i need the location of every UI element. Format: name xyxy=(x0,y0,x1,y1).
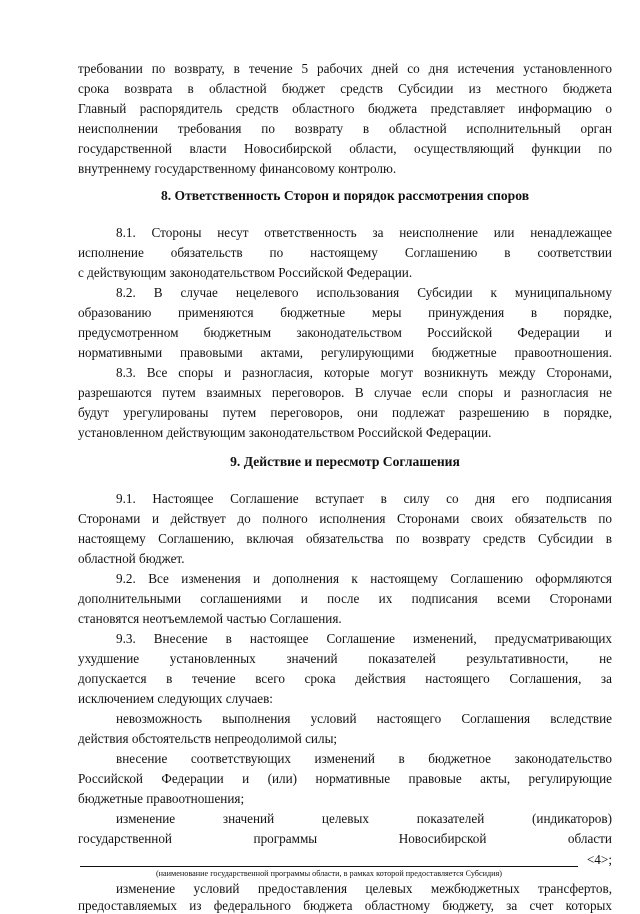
intro-line: Главный распорядитель средств областного бюджета представляет информацию о xyxy=(78,101,612,116)
footnote-reference: <4>; xyxy=(586,852,612,867)
paragraph-8-2-line: нормативными правовыми актами, регулирующими бюджетные правоотношения. xyxy=(78,345,612,360)
paragraph-9-2-line: становятся неотъемлемой частью Соглашения. xyxy=(78,611,342,626)
list-item-line: изменение значений целевых показателей (индикаторов) xyxy=(116,811,612,826)
list-item-line: государственной программы Новосибирской области xyxy=(78,831,612,846)
paragraph-8-1-line: 8.1. Стороны несут ответственность за неисполнение или ненадлежащее xyxy=(116,225,612,240)
list-item-line: невозможность выполнения условий настоящего Соглашения вследствие xyxy=(116,711,612,726)
paragraph-8-1-line: с действующим законодательством Российской Федерации. xyxy=(78,265,413,280)
paragraph-9-2-line: 9.2. Все изменения и дополнения к настоящему Соглашению оформляются xyxy=(116,571,612,586)
intro-line: срока возврата в областной бюджет средств Субсидии из местного бюджета xyxy=(78,81,612,96)
list-item-line: внесение соответствующих изменений в бюджетное законодательство xyxy=(116,751,612,766)
fill-in-caption: (наименование государственной программы области, в рамках которой предоставляется Субсидия) xyxy=(155,869,503,878)
paragraph-8-2-line: образованию применяются бюджетные меры принуждения в порядке, xyxy=(78,305,612,320)
paragraph-9-3-line: ухудшение установленных значений показателей результативности, не xyxy=(78,651,612,666)
paragraph-8-2-line: предусмотренном бюджетным законодательством Российской Федерации и xyxy=(78,325,612,340)
list-item-line: Российской Федерации и (или) нормативные правовые акты, регулирующие xyxy=(78,771,612,786)
intro-line: требовании по возврату, в течение 5 рабочих дней со дня истечения установленного xyxy=(78,61,612,76)
list-item-line: бюджетные правоотношения; xyxy=(78,791,245,806)
paragraph-9-2-line: дополнительными соглашениями и после их подписания всеми Сторонами xyxy=(78,591,612,606)
paragraph-9-1-line: областной бюджет. xyxy=(78,551,185,566)
paragraph-9-1-line: настоящему Соглашению, включая обязательства по возврату средств Субсидии в xyxy=(78,531,612,546)
section-9-heading: 9. Действие и пересмотр Соглашения xyxy=(230,454,460,469)
paragraph-9-3-line: 9.3. Внесение в настоящее Соглашение изменений, предусматривающих xyxy=(116,631,612,646)
paragraph-8-3-line: 8.3. Все споры и разногласия, которые могут возникнуть между Сторонами, xyxy=(116,365,612,380)
paragraph-9-1-line: Сторонами и действует до полного исполнения Сторонами своих обязательств по xyxy=(78,511,612,526)
list-item-line: предоставляемых из федерального бюджета областному бюджету, за счет которых xyxy=(78,898,612,913)
paragraph-9-3-line: допускается в течение всего срока действия настоящего Соглашения, за xyxy=(78,671,612,686)
paragraph-9-1-line: 9.1. Настоящее Соглашение вступает в силу со дня его подписания xyxy=(116,491,612,506)
list-item-line: действия обстоятельств непреодолимой силы; xyxy=(78,731,338,746)
section-8-heading: 8. Ответственность Сторон и порядок рассмотрения споров xyxy=(160,188,530,203)
paragraph-8-1-line: исполнение обязательств по настоящему Соглашению в соответствии xyxy=(78,245,612,260)
paragraph-8-3-line: установленном действующим законодательством Российской Федерации. xyxy=(78,425,492,440)
paragraph-8-3-line: разрешаются путем взаимных переговоров. В случае если споры и разногласия не xyxy=(78,385,612,400)
paragraph-9-3-line: исключением следующих случаев: xyxy=(78,691,273,706)
intro-line: неисполнении требования по возврату в областной исполнительный орган xyxy=(78,121,612,136)
list-item-line: изменение условий предоставления целевых межбюджетных трансфертов, xyxy=(116,881,612,896)
fill-in-line xyxy=(80,866,578,867)
intro-line: государственной власти Новосибирской области, осуществляющий функции по xyxy=(78,141,612,156)
paragraph-8-3-line: будут урегулированы путем переговоров, они подлежат разрешению в порядке, xyxy=(78,405,612,420)
intro-line: внутреннему государственному финансовому контролю. xyxy=(78,161,397,176)
paragraph-8-2-line: 8.2. В случае нецелевого использования Субсидии к муниципальному xyxy=(116,285,612,300)
